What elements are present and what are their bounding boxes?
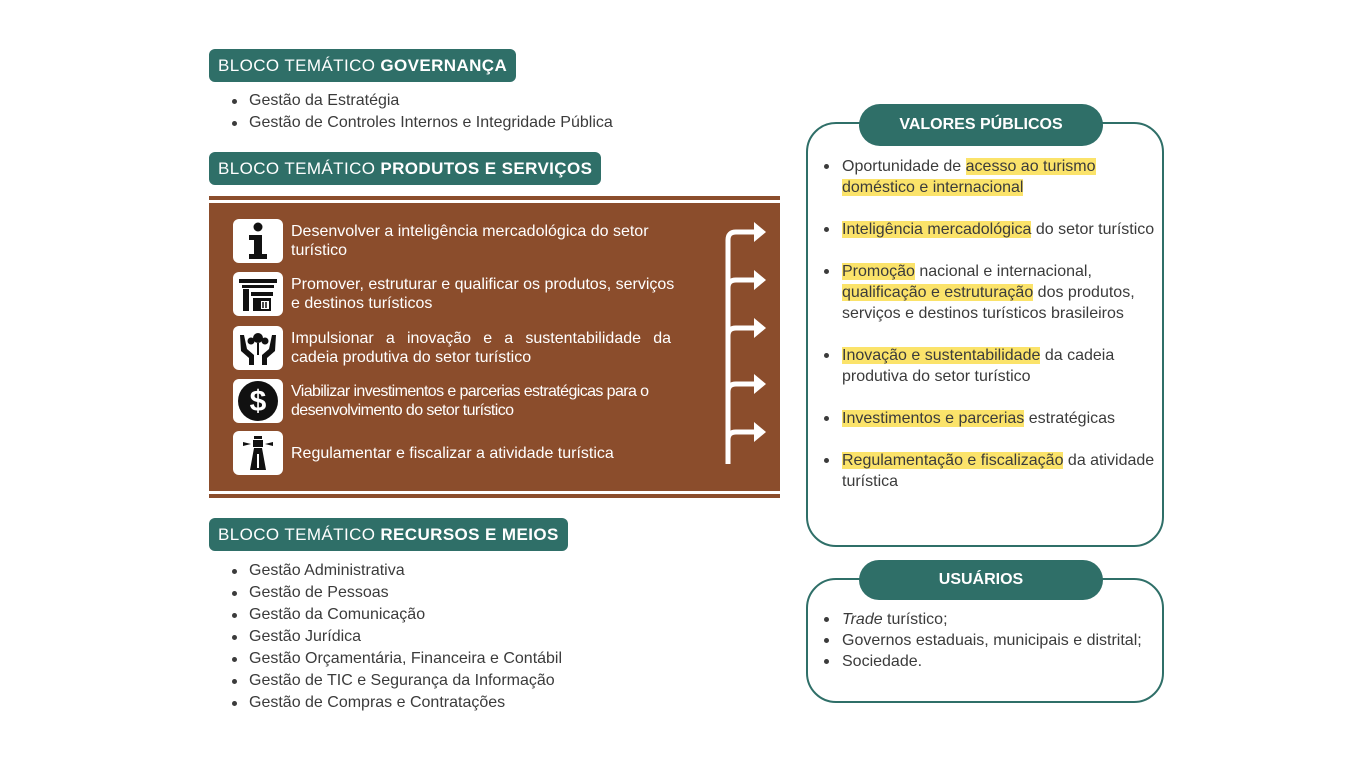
usuarios-item: Governos estaduais, municipais e distrital; bbox=[842, 632, 1142, 649]
produtos-name: PRODUTOS E SERVIÇOS bbox=[380, 158, 593, 178]
list-item: Gestão Administrativa bbox=[249, 560, 562, 582]
highlight: Inovação e sustentabilidade bbox=[842, 347, 1041, 364]
highlight: qualificação e estruturação bbox=[842, 284, 1034, 301]
text: da cadeia produtiva do setor turístico bbox=[842, 347, 1115, 385]
produtos-item-text: Regulamentar e fiscalizar a atividade turística bbox=[291, 444, 614, 462]
divider bbox=[209, 491, 780, 494]
valores-item bbox=[842, 219, 1158, 240]
text: do setor turístico bbox=[1031, 221, 1155, 238]
arrows-icon bbox=[723, 218, 773, 468]
produtos-panel bbox=[209, 196, 780, 498]
list-item: Gestão Jurídica bbox=[249, 626, 562, 648]
valores-item bbox=[842, 261, 1158, 324]
produtos-item-text: Impulsionar a inovação e a sustentabilidade da cadeia produtiva do setor turístico bbox=[291, 330, 671, 366]
recursos-prefix: BLOCO TEMÁTICO bbox=[218, 524, 376, 544]
produtos-item bbox=[233, 326, 671, 370]
recursos-name: RECURSOS E MEIOS bbox=[380, 524, 559, 544]
text: nacional e internacional, bbox=[914, 263, 1092, 280]
valores-item bbox=[842, 345, 1158, 387]
governanca-list bbox=[231, 90, 613, 134]
plant-hands-icon bbox=[233, 326, 283, 370]
list-item: Gestão de Compras e Contratações bbox=[249, 692, 562, 714]
produtos-item-text: Promover, estruturar e qualificar os produtos, serviços e destinos turísticos bbox=[291, 276, 675, 312]
produtos-item-text: Desenvolver a inteligência mercadológica do setor turístico bbox=[291, 223, 649, 259]
valores-list bbox=[808, 156, 1158, 492]
text: estratégicas bbox=[1024, 410, 1116, 427]
divider bbox=[209, 200, 780, 203]
produtos-item bbox=[233, 431, 681, 475]
usuarios-list bbox=[808, 609, 1142, 672]
list-item: Gestão da Comunicação bbox=[249, 604, 562, 626]
produtos-item bbox=[233, 219, 661, 263]
highlight: acesso ao turismo doméstico e internacional bbox=[842, 158, 1096, 196]
produtos-header bbox=[209, 152, 601, 185]
svg-text:$: $ bbox=[249, 385, 267, 418]
text: da atividade turística bbox=[842, 452, 1155, 490]
highlight: Inteligência mercadológica bbox=[842, 221, 1032, 238]
recursos-header bbox=[209, 518, 568, 551]
usuarios-item: Sociedade. bbox=[842, 651, 1142, 672]
valores-item bbox=[842, 450, 1158, 492]
valores-item bbox=[842, 408, 1158, 429]
produtos-item bbox=[233, 379, 681, 423]
produtos-item-text: Viabilizar investimentos e parcerias estratégicas para o desenvolvimento do setor turístico bbox=[291, 383, 649, 419]
usuarios-title: USUÁRIOS bbox=[859, 560, 1103, 600]
highlight: Promoção bbox=[842, 263, 915, 280]
highlight: Regulamentação e fiscalização bbox=[842, 452, 1064, 469]
valores-card bbox=[806, 122, 1164, 547]
information-icon bbox=[233, 219, 283, 263]
valores-item bbox=[842, 156, 1158, 198]
text: turístico; bbox=[882, 611, 948, 628]
list-item: Gestão da Estratégia bbox=[249, 90, 613, 112]
list-item: Gestão de Pessoas bbox=[249, 582, 562, 604]
highlight: Investimentos e parcerias bbox=[842, 410, 1025, 427]
governanca-header bbox=[209, 49, 516, 82]
recursos-list bbox=[231, 560, 562, 714]
lighthouse-icon bbox=[233, 431, 283, 475]
list-item: Gestão Orçamentária, Financeira e Contábil bbox=[249, 648, 562, 670]
valores-title: VALORES PÚBLICOS bbox=[859, 104, 1103, 146]
list-item: Gestão de TIC e Segurança da Informação bbox=[249, 670, 562, 692]
produtos-item bbox=[233, 272, 681, 316]
produtos-prefix: BLOCO TEMÁTICO bbox=[218, 158, 376, 178]
governanca-name: GOVERNANÇA bbox=[380, 55, 508, 75]
list-item: Gestão de Controles Internos e Integridade Pública bbox=[249, 112, 613, 134]
trade-italic: Trade bbox=[842, 611, 883, 628]
text: dos produtos, serviços e destinos turísticos brasileiros bbox=[842, 284, 1135, 322]
text: Oportunidade de bbox=[842, 158, 966, 175]
monument-icon bbox=[233, 272, 283, 316]
usuarios-item bbox=[842, 609, 1142, 630]
dollar-icon bbox=[233, 379, 283, 423]
governanca-prefix: BLOCO TEMÁTICO bbox=[218, 55, 376, 75]
